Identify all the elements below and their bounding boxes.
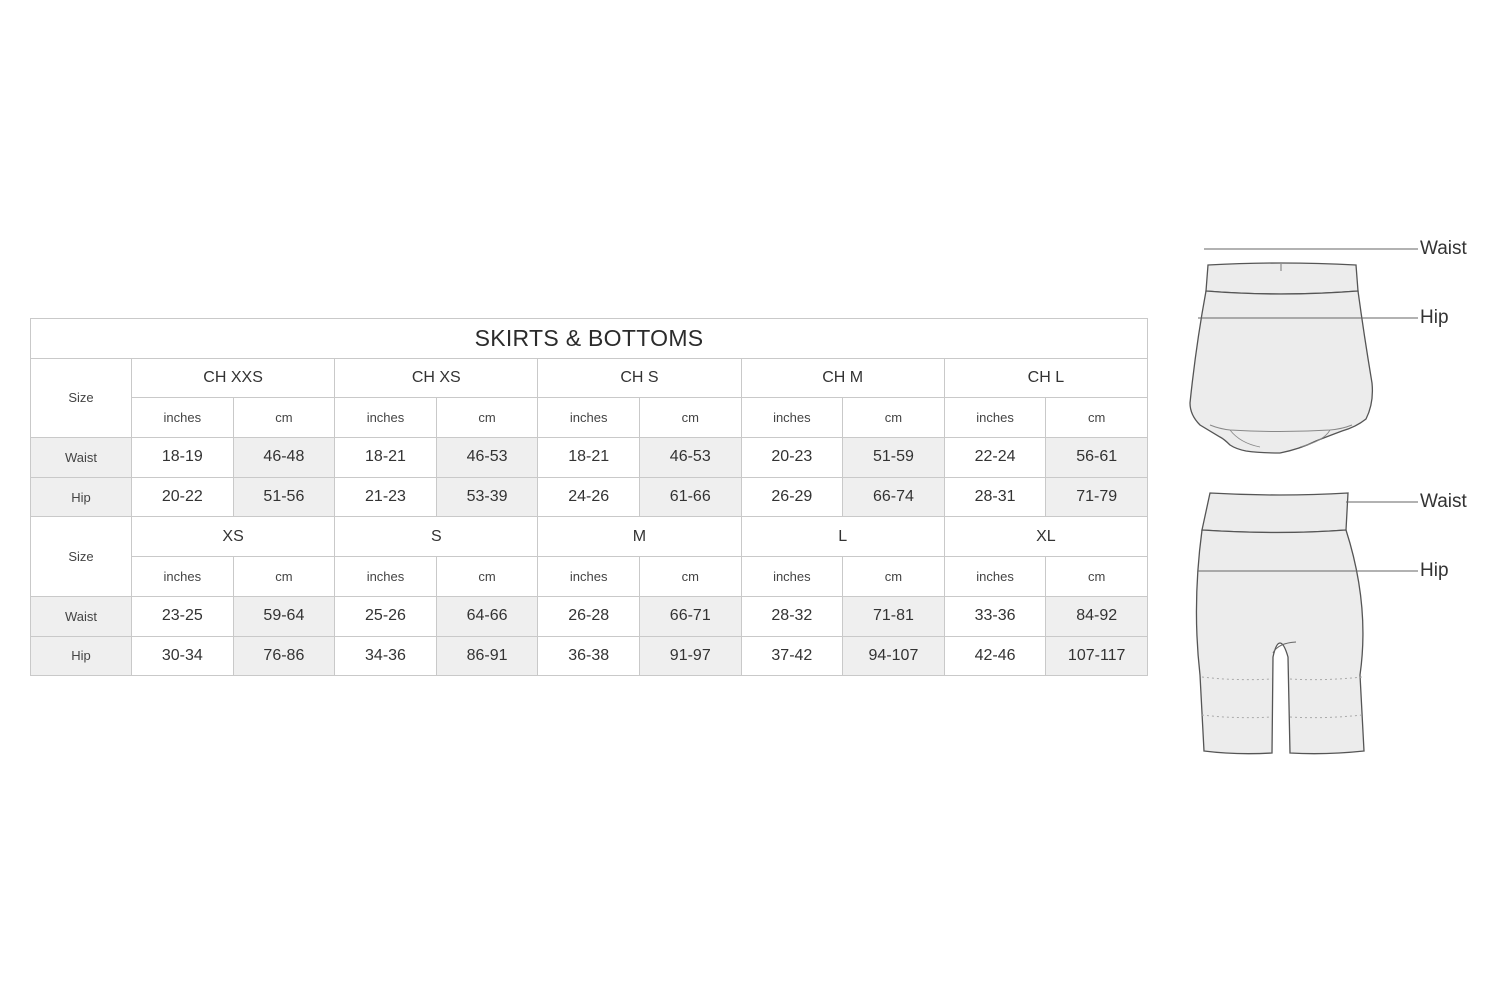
unit-header-cm: cm: [1046, 398, 1148, 438]
measurement-cell: 28-32: [741, 596, 843, 636]
measurement-cell: 20-22: [132, 477, 234, 517]
measurement-cell: 18-21: [538, 438, 640, 478]
measurement-cell: 66-71: [639, 596, 741, 636]
table-title: SKIRTS & BOTTOMS: [31, 319, 1148, 359]
measurement-cell: 53-39: [436, 477, 538, 517]
row-label: Waist: [31, 438, 132, 478]
unit-header-inches: inches: [741, 557, 843, 597]
size-group-header: S: [335, 517, 538, 557]
measurement-cell: 46-53: [436, 438, 538, 478]
measurement-cell: 18-19: [132, 438, 234, 478]
skirt-waist-label: Waist: [1420, 238, 1467, 259]
measurement-cell: 51-56: [233, 477, 335, 517]
size-column-label: Size: [31, 517, 132, 596]
measurement-cell: 46-53: [639, 438, 741, 478]
shorts-waist-label: Waist: [1420, 491, 1467, 512]
unit-header-cm: cm: [436, 557, 538, 597]
unit-header-cm: cm: [639, 557, 741, 597]
measurement-cell: 26-28: [538, 596, 640, 636]
measurement-cell: 20-23: [741, 438, 843, 478]
unit-header-inches: inches: [741, 398, 843, 438]
size-group-header: XL: [944, 517, 1147, 557]
size-column-label: Size: [31, 358, 132, 437]
size-group-header: CH XXS: [132, 358, 335, 398]
measurement-cell: 71-79: [1046, 477, 1148, 517]
skirt-illustration: [1190, 249, 1418, 453]
unit-header-cm: cm: [1046, 557, 1148, 597]
unit-header-inches: inches: [335, 557, 437, 597]
table-row: [31, 636, 1148, 676]
unit-header-cm: cm: [233, 557, 335, 597]
measurement-cell: 66-74: [843, 477, 945, 517]
table-row: [31, 596, 1148, 636]
table-row: [31, 438, 1148, 478]
unit-header-cm: cm: [843, 398, 945, 438]
table-row: [31, 477, 1148, 517]
unit-header-inches: inches: [538, 398, 640, 438]
size-group-header: CH XS: [335, 358, 538, 398]
size-group-header: CH L: [944, 358, 1147, 398]
measurement-cell: 56-61: [1046, 438, 1148, 478]
measurement-cell: 33-36: [944, 596, 1046, 636]
row-label: Hip: [31, 636, 132, 676]
unit-header-inches: inches: [538, 557, 640, 597]
measurement-cell: 51-59: [843, 438, 945, 478]
unit-header-cm: cm: [436, 398, 538, 438]
unit-header-inches: inches: [944, 398, 1046, 438]
measurement-cell: 64-66: [436, 596, 538, 636]
shorts-illustration: [1196, 493, 1418, 754]
unit-header-inches: inches: [944, 557, 1046, 597]
unit-header-inches: inches: [335, 398, 437, 438]
measurement-cell: 21-23: [335, 477, 437, 517]
size-group-header: L: [741, 517, 944, 557]
measurement-diagram: [1180, 225, 1490, 770]
measurement-cell: 42-46: [944, 636, 1046, 676]
unit-header-cm: cm: [639, 398, 741, 438]
measurement-cell: 26-29: [741, 477, 843, 517]
skirt-hip-label: Hip: [1420, 307, 1449, 328]
measurement-cell: 28-31: [944, 477, 1046, 517]
measurement-cell: 84-92: [1046, 596, 1148, 636]
measurement-cell: 107-117: [1046, 636, 1148, 676]
measurement-cell: 86-91: [436, 636, 538, 676]
measurement-cell: 36-38: [538, 636, 640, 676]
measurement-cell: 59-64: [233, 596, 335, 636]
shorts-hip-label: Hip: [1420, 560, 1449, 581]
measurement-cell: 76-86: [233, 636, 335, 676]
measurement-cell: 71-81: [843, 596, 945, 636]
unit-header-cm: cm: [233, 398, 335, 438]
measurement-cell: 22-24: [944, 438, 1046, 478]
unit-header-inches: inches: [132, 557, 234, 597]
unit-header-cm: cm: [843, 557, 945, 597]
measurement-cell: 30-34: [132, 636, 234, 676]
measurement-cell: 34-36: [335, 636, 437, 676]
size-group-header: CH S: [538, 358, 741, 398]
size-group-header: M: [538, 517, 741, 557]
measurement-cell: 61-66: [639, 477, 741, 517]
measurement-cell: 25-26: [335, 596, 437, 636]
measurement-cell: 91-97: [639, 636, 741, 676]
row-label: Waist: [31, 596, 132, 636]
measurement-cell: 18-21: [335, 438, 437, 478]
measurement-cell: 23-25: [132, 596, 234, 636]
unit-header-inches: inches: [132, 398, 234, 438]
size-chart-table: [30, 318, 1148, 676]
measurement-cell: 37-42: [741, 636, 843, 676]
row-label: Hip: [31, 477, 132, 517]
size-group-header: CH M: [741, 358, 944, 398]
measurement-cell: 24-26: [538, 477, 640, 517]
size-group-header: XS: [132, 517, 335, 557]
measurement-cell: 46-48: [233, 438, 335, 478]
measurement-cell: 94-107: [843, 636, 945, 676]
